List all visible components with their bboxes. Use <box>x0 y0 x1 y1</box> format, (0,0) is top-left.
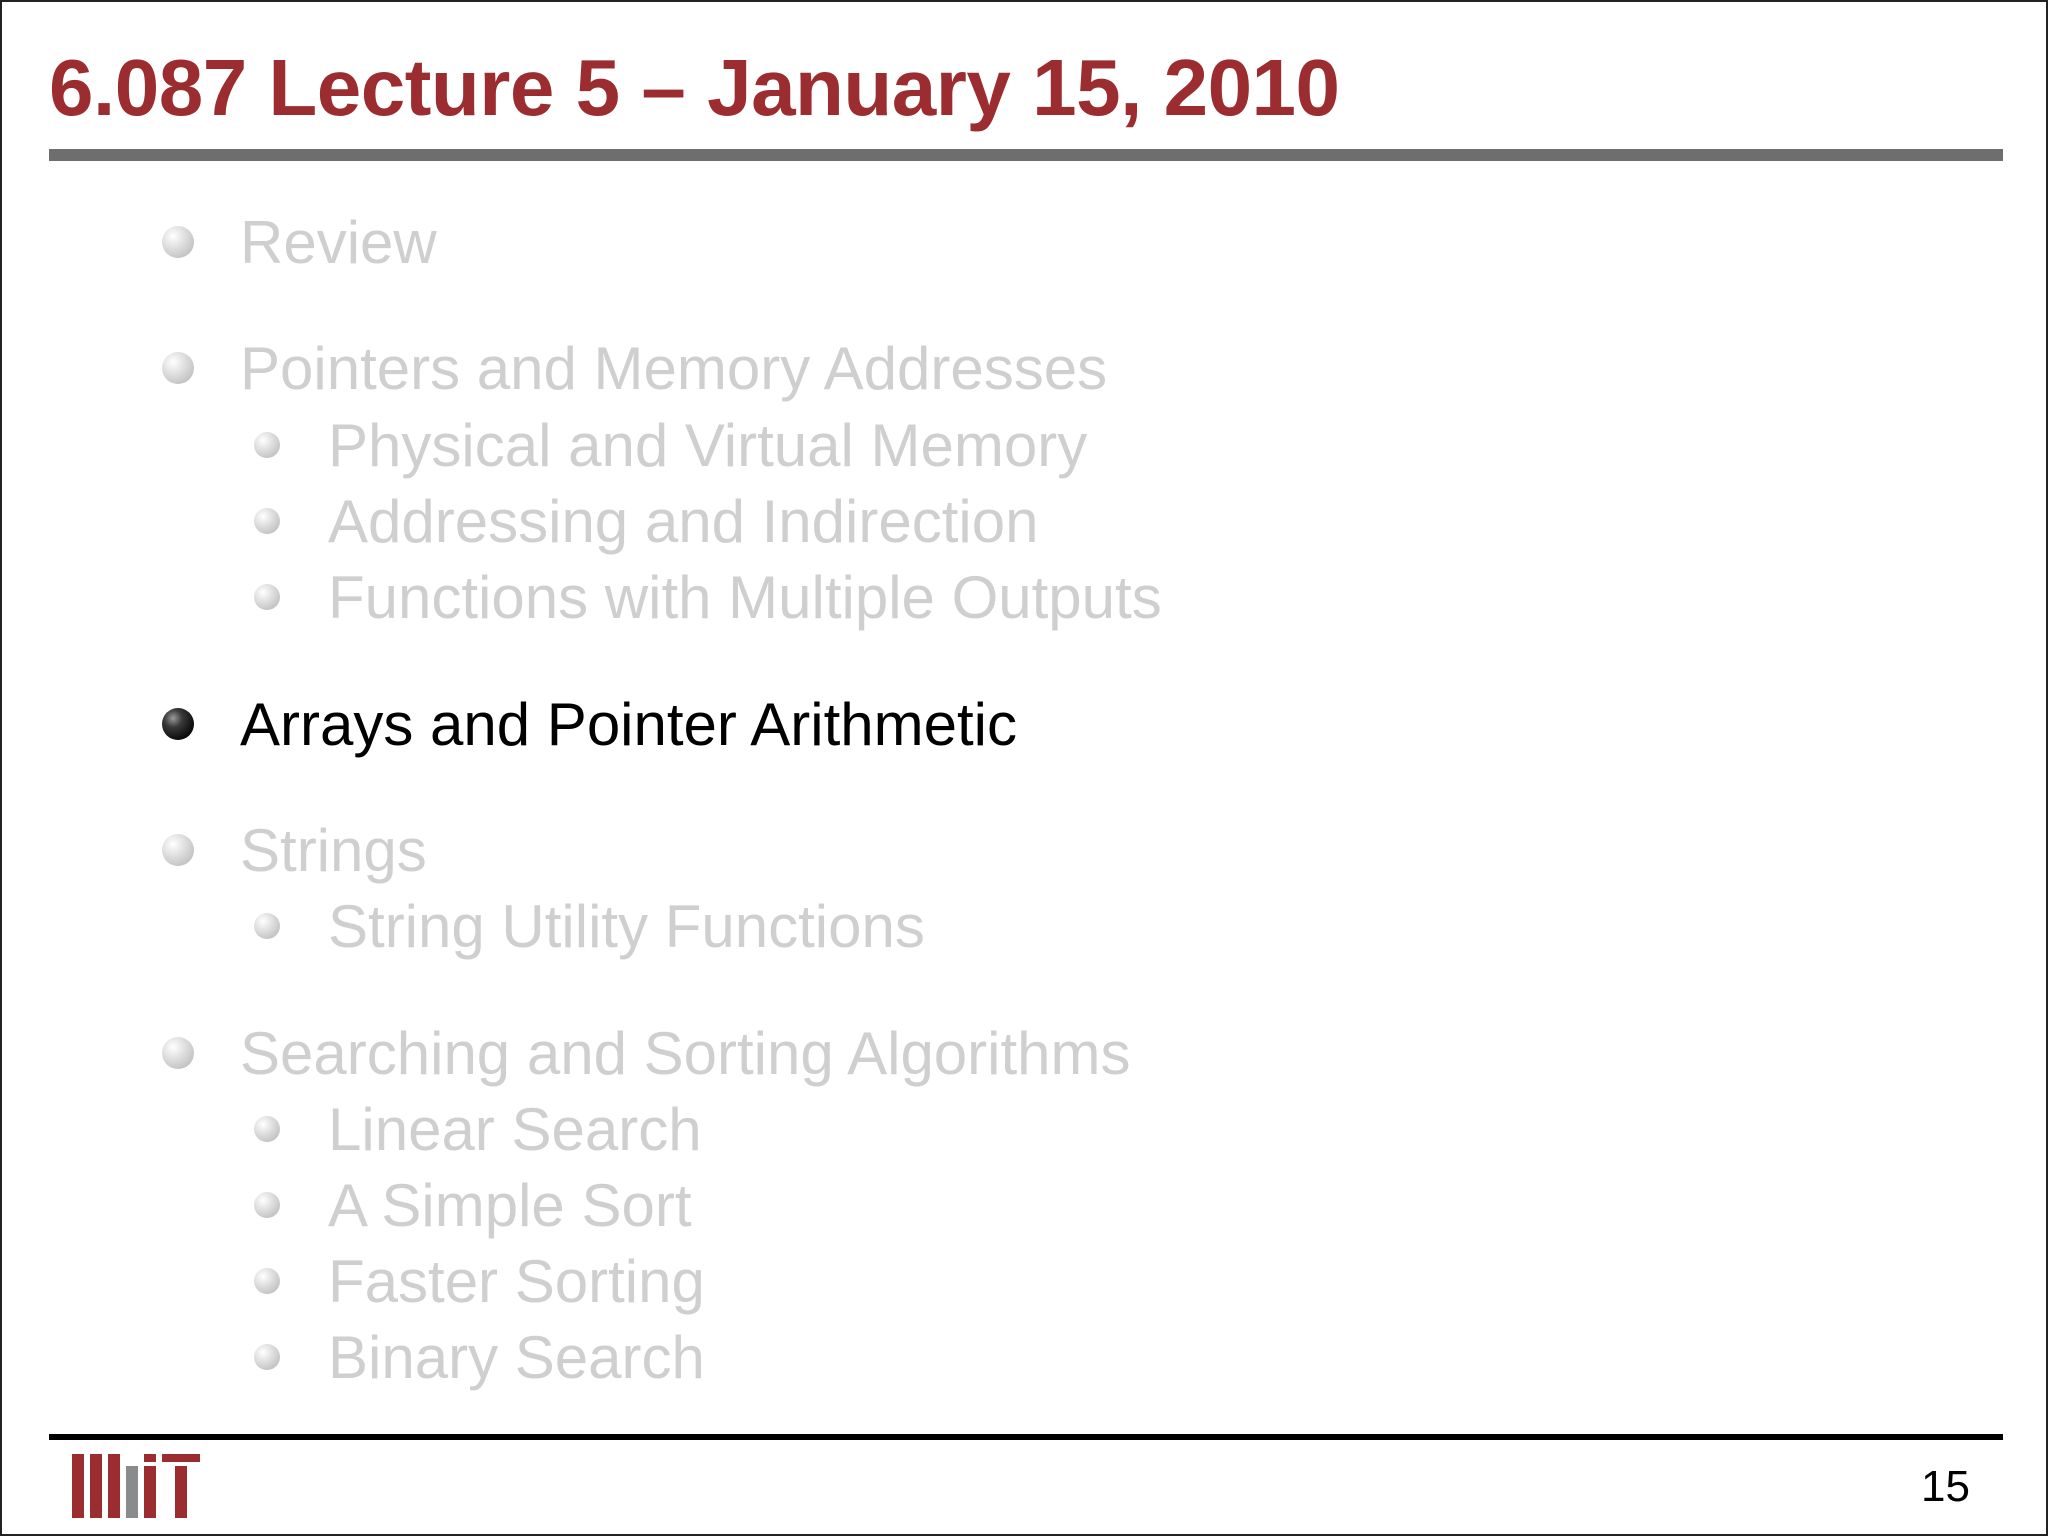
outline-item <box>162 686 1017 762</box>
outline-item-label: Faster Sorting <box>328 1247 705 1315</box>
outline-item-label: Physical and Virtual Memory <box>328 411 1088 479</box>
outline-item <box>254 1243 705 1319</box>
outline-item <box>162 812 427 888</box>
outline-item <box>254 407 1087 483</box>
bullet-icon <box>162 1037 194 1069</box>
bullet-icon <box>254 1268 280 1294</box>
logo-bar <box>175 1466 187 1518</box>
outline-item <box>254 559 1162 635</box>
outline-item-label: Arrays and Pointer Arithmetic <box>240 690 1017 758</box>
outline-item-label: Strings <box>240 816 427 884</box>
outline-item-label: String Utility Functions <box>328 892 925 960</box>
logo-bar <box>162 1454 200 1462</box>
outline-item-label: Functions with Multiple Outputs <box>328 563 1162 631</box>
bullet-icon <box>254 432 280 458</box>
outline-item-label: Review <box>240 208 437 276</box>
footer-divider <box>49 1434 2003 1440</box>
outline-list <box>2 2 2046 1534</box>
mit-logo-icon <box>72 1454 200 1518</box>
outline-item <box>254 888 925 964</box>
outline-item-label: Searching and Sorting Algorithms <box>240 1019 1131 1087</box>
logo-bar <box>144 1454 156 1462</box>
outline-item <box>162 1015 1131 1091</box>
logo-bar <box>90 1454 102 1518</box>
outline-item-label: Linear Search <box>328 1095 702 1163</box>
bullet-icon <box>254 1116 280 1142</box>
slide-title: 6.087 Lecture 5 – January 15, 2010 <box>49 43 1340 132</box>
outline-item <box>162 204 437 280</box>
bullet-icon <box>162 352 194 384</box>
outline-item <box>254 483 1038 559</box>
outline-item <box>254 1319 705 1395</box>
bullet-icon <box>254 584 280 610</box>
logo-bar <box>72 1454 84 1518</box>
outline-item-label: Binary Search <box>328 1323 705 1391</box>
bullet-icon <box>254 1192 280 1218</box>
page-number: 15 <box>1921 1462 1970 1511</box>
logo-bar <box>144 1466 156 1518</box>
bullet-icon <box>254 508 280 534</box>
logo-bar <box>108 1454 120 1518</box>
outline-item <box>162 330 1107 406</box>
bullet-icon <box>162 226 194 258</box>
outline-item-label: Addressing and Indirection <box>328 487 1039 555</box>
bullet-icon <box>162 834 194 866</box>
bullet-icon <box>162 708 194 740</box>
bullet-icon <box>254 1344 280 1370</box>
outline-item <box>254 1091 702 1167</box>
outline-item-label: A Simple Sort <box>328 1171 692 1239</box>
outline-item <box>254 1167 692 1243</box>
outline-item-label: Pointers and Memory Addresses <box>240 334 1108 402</box>
bullet-icon <box>254 913 280 939</box>
logo-bar <box>126 1466 138 1518</box>
